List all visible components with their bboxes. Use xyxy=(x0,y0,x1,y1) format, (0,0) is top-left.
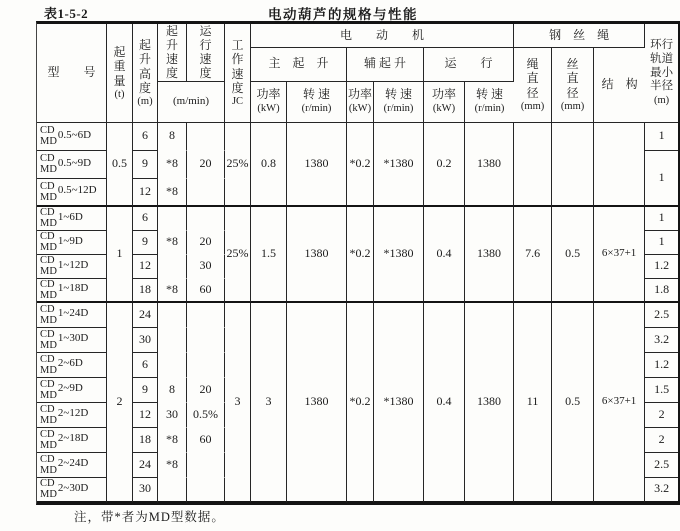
header-track-radius-chars: 环行轨道最小半径 xyxy=(650,39,674,93)
cell-lift-speed xyxy=(158,207,187,231)
header-main-rpm-label: 转 速 xyxy=(302,87,330,102)
cell-lift-height: 12 xyxy=(133,403,158,428)
model-spec: 2~18D xyxy=(57,432,89,445)
model-prefix-top: CD xyxy=(40,353,55,365)
model-prefix-top: CD xyxy=(40,207,55,219)
cell-radius: 1 xyxy=(645,151,678,207)
model-prefix-bottom: MD xyxy=(40,242,57,254)
header-aux-hoist: 辅 起 升 xyxy=(347,48,424,82)
header-row-1 xyxy=(37,24,678,48)
cell-structure: 6×37+1 xyxy=(594,303,645,503)
cell-aux-rpm: *1380 xyxy=(374,123,424,207)
cell-model xyxy=(37,179,107,207)
cell-capacity: 1 xyxy=(107,207,133,303)
table-row xyxy=(37,123,678,151)
cell-rope-dia xyxy=(514,123,552,207)
cell-lift-height: 24 xyxy=(133,303,158,328)
model-prefix-top: CD xyxy=(40,255,55,267)
model-spec: 0.5~9D xyxy=(57,156,92,169)
header-lift-speed-chars: 起升速度 xyxy=(165,24,178,81)
model-prefix xyxy=(40,255,57,277)
cell-lift-speed: 8 xyxy=(158,123,187,151)
header-travel-speed-chars: 运行速度 xyxy=(199,24,212,81)
cell-model xyxy=(37,403,107,428)
header-travel-rpm xyxy=(465,82,514,123)
cell-strand-dia: 0.5 xyxy=(552,207,594,303)
cell-radius: 1 xyxy=(645,123,678,151)
cell-model xyxy=(37,255,107,279)
model-prefix-top: CD xyxy=(40,125,55,137)
cell-lift-speed xyxy=(158,255,187,279)
model-prefix xyxy=(40,329,57,351)
header-aux-power-unit: (kW) xyxy=(348,103,372,115)
cell-radius: 3.2 xyxy=(645,478,678,503)
model-prefix xyxy=(40,304,57,326)
cell-lift-height: 6 xyxy=(133,207,158,231)
cell-aux-rpm: *1380 xyxy=(374,303,424,503)
cell-travel-speed xyxy=(187,328,225,353)
cell-model xyxy=(37,428,107,453)
model-spec: 2~6D xyxy=(57,357,83,370)
cell-lift-height: 9 xyxy=(133,151,158,179)
header-travel-rpm-label: 转 速 xyxy=(476,87,504,102)
cell-lift-speed: *8 xyxy=(158,453,187,478)
header-travel-rpm-unit: (r/min) xyxy=(474,103,505,115)
cell-lift-speed xyxy=(158,478,187,503)
cell-radius: 2 xyxy=(645,428,678,453)
header-duty-unit: JC xyxy=(231,95,244,107)
model-spec: 1~30D xyxy=(57,332,89,345)
cell-travel-speed: 30 xyxy=(187,255,225,279)
cell-travel-rpm: 1380 xyxy=(465,207,514,303)
model-prefix xyxy=(40,181,57,203)
header-wire-rope: 钢 丝 绳 xyxy=(514,24,645,48)
header-rope-dia-unit: (mm) xyxy=(520,100,545,112)
cell-aux-power: *0.2 xyxy=(347,303,374,503)
cell-model xyxy=(37,279,107,303)
header-duty xyxy=(225,24,251,123)
header-aux-rpm xyxy=(374,82,424,123)
cell-main-power: 3 xyxy=(251,303,287,503)
cell-travel-speed: 0.5% xyxy=(187,403,225,428)
model-prefix-bottom: MD xyxy=(40,266,57,278)
model-prefix-top: CD xyxy=(40,478,55,490)
cell-radius: 1 xyxy=(645,231,678,255)
cell-travel-speed xyxy=(187,453,225,478)
model-prefix xyxy=(40,125,57,147)
header-lift-capacity xyxy=(107,24,133,123)
page-title: 电动葫芦的规格与性能 xyxy=(268,7,418,22)
cell-main-rpm: 1380 xyxy=(287,303,347,503)
cell-travel-speed: 60 xyxy=(187,279,225,303)
header-travel-speed xyxy=(187,24,225,82)
cell-lift-height: 9 xyxy=(133,231,158,255)
model-prefix-top: CD xyxy=(40,303,55,315)
cell-main-power: 1.5 xyxy=(251,207,287,303)
model-prefix-top: CD xyxy=(40,278,55,290)
cell-model xyxy=(37,207,107,231)
cell-radius: 1 xyxy=(645,207,678,231)
model-spec: 2~12D xyxy=(57,407,89,420)
header-main-rpm-unit: (r/min) xyxy=(301,103,332,115)
cell-lift-speed: *8 xyxy=(158,179,187,207)
header-strand-dia-chars: 丝直径 xyxy=(566,57,579,100)
model-prefix xyxy=(40,231,57,253)
model-prefix-bottom: MD xyxy=(40,164,57,176)
cell-strand-dia: 0.5 xyxy=(552,303,594,503)
header-lift-capacity-unit: (t) xyxy=(114,88,125,100)
cell-radius: 1.5 xyxy=(645,378,678,403)
cell-lift-height: 30 xyxy=(133,478,158,503)
cell-lift-speed xyxy=(158,328,187,353)
cell-duty: 3 xyxy=(225,303,251,503)
cell-lift-height: 18 xyxy=(133,279,158,303)
model-prefix-bottom: MD xyxy=(40,414,57,426)
cell-structure xyxy=(594,123,645,207)
model-prefix-top: CD xyxy=(40,328,55,340)
model-spec: 2~24D xyxy=(57,457,89,470)
cell-travel-power: 0.2 xyxy=(424,123,465,207)
model-prefix-bottom: MD xyxy=(40,464,57,476)
cell-travel-rpm: 1380 xyxy=(465,123,514,207)
model-prefix xyxy=(40,379,57,401)
header-travel: 运 行 xyxy=(424,48,514,82)
cell-lift-speed: 30 xyxy=(158,403,187,428)
cell-travel-speed: 20 xyxy=(187,378,225,403)
model-prefix-bottom: MD xyxy=(40,218,57,230)
cell-lift-speed: *8 xyxy=(158,428,187,453)
cell-main-rpm: 1380 xyxy=(287,123,347,207)
model-prefix xyxy=(40,279,57,301)
cell-radius: 3.2 xyxy=(645,328,678,353)
model-prefix-bottom: MD xyxy=(40,439,57,451)
model-spec: 1~12D xyxy=(57,258,89,271)
cell-lift-speed xyxy=(158,353,187,378)
header-travel-power-unit: (kW) xyxy=(432,103,456,115)
header-aux-rpm-unit: (r/min) xyxy=(383,103,414,115)
cell-travel-power: 0.4 xyxy=(424,303,465,503)
footnote: 注，带*者为MD型数据。 xyxy=(74,510,225,524)
cell-duty: 25% xyxy=(225,123,251,207)
header-lift-capacity-chars: 起重量 xyxy=(113,45,126,88)
header-motor: 电 动 机 xyxy=(251,24,514,48)
cell-aux-power: *0.2 xyxy=(347,123,374,207)
cell-main-power: 0.8 xyxy=(251,123,287,207)
model-prefix xyxy=(40,404,57,426)
cell-travel-speed xyxy=(187,353,225,378)
cell-travel-rpm: 1380 xyxy=(465,303,514,503)
cell-lift-height: 24 xyxy=(133,453,158,478)
model-prefix xyxy=(40,429,57,451)
cell-travel-speed: 20 xyxy=(187,151,225,179)
model-spec: 1~9D xyxy=(57,234,83,247)
cell-radius: 2 xyxy=(645,403,678,428)
cell-strand-dia xyxy=(552,123,594,207)
cell-aux-rpm: *1380 xyxy=(374,207,424,303)
model-prefix-bottom: MD xyxy=(40,314,57,326)
cell-lift-height: 9 xyxy=(133,378,158,403)
header-rope-dia-chars: 绳直径 xyxy=(526,57,539,100)
cell-lift-speed: 8 xyxy=(158,378,187,403)
cell-travel-speed: 60 xyxy=(187,428,225,453)
header-aux-power xyxy=(347,82,374,123)
model-prefix-top: CD xyxy=(40,428,55,440)
model-spec: 1~24D xyxy=(57,307,89,320)
header-lift-height-chars: 起升高度 xyxy=(138,38,151,95)
cell-travel-speed xyxy=(187,303,225,328)
cell-model xyxy=(37,378,107,403)
cell-radius: 2.5 xyxy=(645,453,678,478)
model-prefix-top: CD xyxy=(40,378,55,390)
header-main-power-unit: (kW) xyxy=(257,103,280,115)
cell-duty: 25% xyxy=(225,207,251,303)
cell-capacity: 0.5 xyxy=(107,123,133,207)
model-prefix xyxy=(40,354,57,376)
header-travel-power xyxy=(424,82,465,123)
cell-lift-height: 6 xyxy=(133,123,158,151)
header-aux-rpm-label: 转 速 xyxy=(384,87,412,102)
header-duty-chars: 工作速度 xyxy=(231,38,244,95)
header-main-power xyxy=(251,82,287,123)
model-prefix-top: CD xyxy=(40,180,55,192)
cell-travel-speed xyxy=(187,123,225,151)
cell-model xyxy=(37,478,107,503)
cell-lift-height: 12 xyxy=(133,255,158,279)
cell-model xyxy=(37,151,107,179)
cell-lift-height: 6 xyxy=(133,353,158,378)
model-spec: 0.5~12D xyxy=(57,184,97,197)
spec-table xyxy=(36,21,680,505)
cell-model xyxy=(37,231,107,255)
header-lift-speed xyxy=(158,24,187,82)
model-prefix xyxy=(40,207,57,229)
header-track-radius-unit: (m) xyxy=(654,94,670,106)
model-prefix-top: CD xyxy=(40,403,55,415)
header-track-radius xyxy=(645,24,678,123)
header-strand-dia-unit: (mm) xyxy=(560,100,585,112)
model-prefix-bottom: MD xyxy=(40,289,57,301)
header-lift-height-unit: (m) xyxy=(137,95,153,107)
cell-lift-speed: *8 xyxy=(158,151,187,179)
cell-model xyxy=(37,328,107,353)
header-structure: 结 构 xyxy=(594,48,645,123)
header-model: 型 号 xyxy=(37,24,107,123)
model-prefix xyxy=(40,454,57,476)
cell-travel-speed xyxy=(187,179,225,207)
model-prefix-bottom: MD xyxy=(40,389,57,401)
header-main-rpm xyxy=(287,82,347,123)
cell-radius: 1.2 xyxy=(645,255,678,279)
table-row xyxy=(37,303,678,328)
table-row xyxy=(37,207,678,231)
model-prefix-bottom: MD xyxy=(40,364,57,376)
model-prefix xyxy=(40,478,57,500)
table-number: 表1-5-2 xyxy=(44,6,89,21)
model-prefix-bottom: MD xyxy=(40,191,57,203)
cell-lift-speed: *8 xyxy=(158,231,187,255)
model-spec: 2~9D xyxy=(57,382,83,395)
cell-lift-speed: *8 xyxy=(158,279,187,303)
cell-travel-speed xyxy=(187,478,225,503)
cell-rope-dia: 7.6 xyxy=(514,207,552,303)
cell-travel-speed: 20 xyxy=(187,231,225,255)
cell-structure: 6×37+1 xyxy=(594,207,645,303)
model-prefix-bottom: MD xyxy=(40,136,57,148)
cell-lift-height: 30 xyxy=(133,328,158,353)
header-strand-dia xyxy=(552,48,594,123)
cell-radius: 1.2 xyxy=(645,353,678,378)
model-spec: 0.5~6D xyxy=(57,128,92,141)
model-prefix-bottom: MD xyxy=(40,339,57,351)
header-travel-power-label: 功率 xyxy=(431,87,456,102)
cell-lift-height: 12 xyxy=(133,179,158,207)
cell-lift-height: 18 xyxy=(133,428,158,453)
header-main-hoist: 主 起 升 xyxy=(251,48,347,82)
cell-capacity: 2 xyxy=(107,303,133,503)
header-speed-unit: (m/min) xyxy=(158,82,225,123)
model-spec: 1~6D xyxy=(57,210,83,223)
header-main-power-label: 功率 xyxy=(256,87,281,102)
model-prefix xyxy=(40,153,57,175)
model-prefix-top: CD xyxy=(40,153,55,165)
cell-model xyxy=(37,353,107,378)
cell-radius: 2.5 xyxy=(645,303,678,328)
model-spec: 1~18D xyxy=(57,282,89,295)
cell-main-rpm: 1380 xyxy=(287,207,347,303)
cell-model xyxy=(37,123,107,151)
header-lift-height xyxy=(133,24,158,123)
cell-lift-speed xyxy=(158,303,187,328)
cell-model xyxy=(37,453,107,478)
model-spec: 2~30D xyxy=(57,481,89,494)
cell-radius: 1.8 xyxy=(645,279,678,303)
cell-travel-speed xyxy=(187,207,225,231)
model-prefix-top: CD xyxy=(40,231,55,243)
model-prefix-top: CD xyxy=(40,453,55,465)
header-aux-power-label: 功率 xyxy=(347,87,372,102)
header-rope-dia xyxy=(514,48,552,123)
model-prefix-bottom: MD xyxy=(40,489,57,501)
cell-model xyxy=(37,303,107,328)
cell-aux-power: *0.2 xyxy=(347,207,374,303)
cell-travel-power: 0.4 xyxy=(424,207,465,303)
cell-rope-dia: 11 xyxy=(514,303,552,503)
